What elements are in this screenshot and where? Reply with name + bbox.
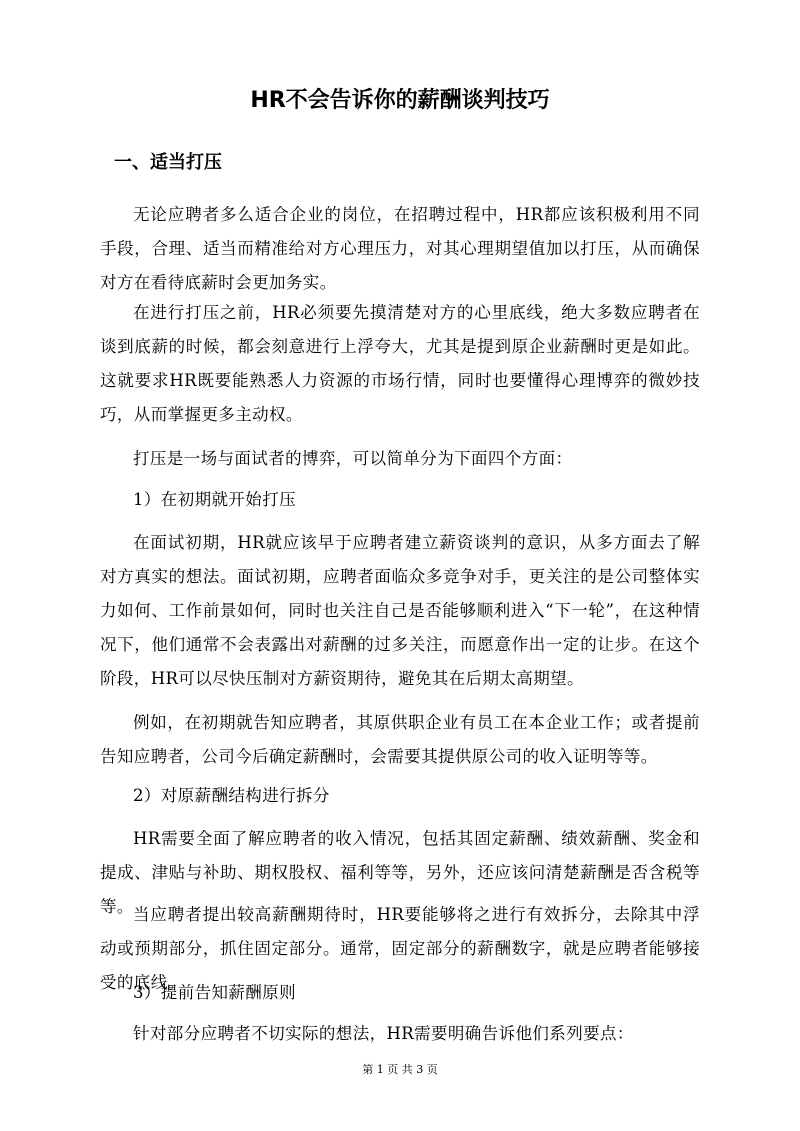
paragraph: 无论应聘者多么适合企业的岗位，在招聘过程中，HR都应该积极利用不同手段，合理、适当而精准给对方心理压力，对其心理期望值加以打压，从而确保对方在看待底薪时会更加务实。	[100, 205, 700, 292]
document-title: HR不会告诉你的薪酬谈判技巧	[250, 88, 550, 113]
subheading: 2）对原薪酬结构进行拆分	[133, 786, 330, 805]
paragraph: 针对部分应聘者不切实际的想法，HR需要明确告诉他们系列要点：	[133, 1024, 634, 1043]
subheading: 3）提前告知薪酬原则	[133, 983, 296, 1002]
paragraph: HR需要全面了解应聘者的收入情况，包括其固定薪酬、绩效薪酬、奖金和提成、津贴与补助、期权股权、福利等等，另外，还应该问清楚薪酬是否含税等等。	[100, 829, 700, 916]
paragraph: 例如，在初期就告知应聘者，其原供职企业有员工在本企业工作；或者提前告知应聘者，公司今后确定薪酬时，会需要其提供原公司的收入证明等等。	[100, 713, 700, 766]
page-footer: 第 1 页 共 3 页	[362, 1063, 438, 1076]
paragraph: 当应聘者提出较高薪酬期待时，HR要能够将之进行有效拆分，去除其中浮动或预期部分，抓住固定部分。通常，固定部分的薪酬数字，就是应聘者能够接受的底线。	[100, 905, 700, 992]
paragraph: 在进行打压之前，HR必须要先摸清楚对方的心里底线，绝大多数应聘者在谈到底薪的时候，都会刻意进行上浮夸大，尤其是提到原企业薪酬时更是如此。这就要求HR既要能熟悉人力资源的市场行情，同时也要懂得心理博弈的微妙技巧，从而掌握更多主动权。	[100, 303, 700, 424]
paragraph: 在面试初期，HR就应该早于应聘者建立薪资谈判的意识，从多方面去了解对方真实的想法。面试初期，应聘者面临众多竞争对手，更关注的是公司整体实力如何、工作前景如何，同时也关注自己是否能够顺利进入“下一轮”，在这种情况下，他们通常不会表露出对薪酬的过多关注，而愿意作出一定的让步。在这个阶段，HR可以尽快压制对方薪资期待，避免其在后期太高期望。	[100, 533, 700, 688]
section-heading: 一、适当打压	[114, 152, 222, 173]
subheading: 1）在初期就开始打压	[133, 490, 296, 509]
paragraph: 打压是一场与面试者的博弈，可以简单分为下面四个方面：	[133, 449, 573, 468]
